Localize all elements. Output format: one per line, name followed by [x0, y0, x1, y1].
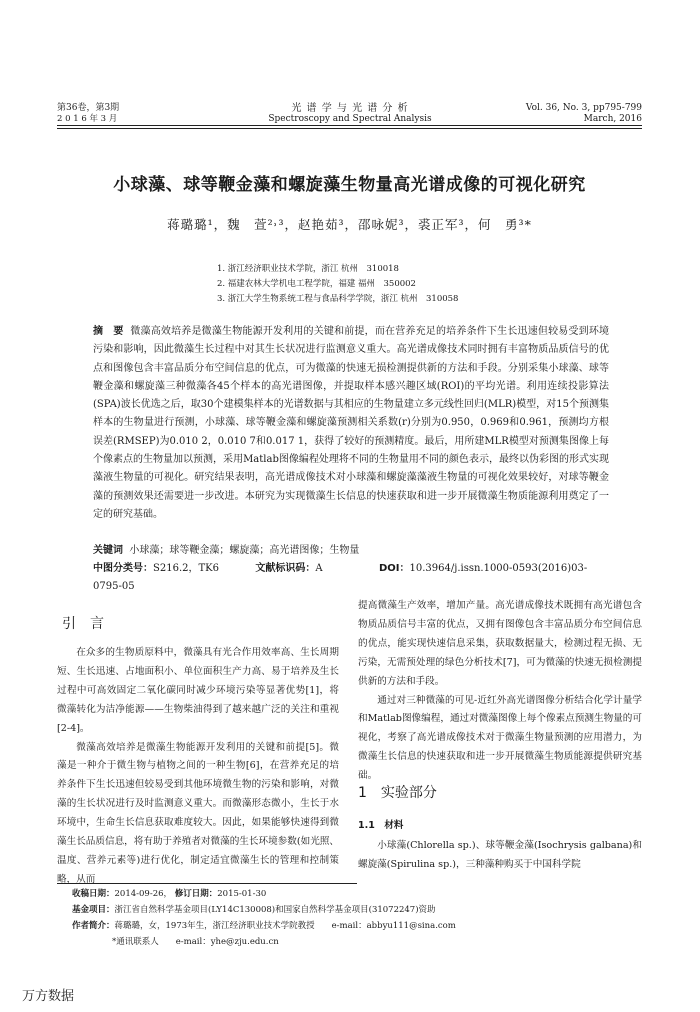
subsection-1-1-heading: 1.1 材料	[358, 820, 404, 831]
clc-value: S216.2，TK6	[153, 563, 219, 574]
header-rule-thin	[57, 128, 642, 129]
left-column	[57, 644, 339, 890]
header-rule	[57, 125, 642, 126]
author-bio-label: 作者简介：	[72, 921, 115, 931]
section-1-text-block	[358, 837, 642, 875]
journal-name: 光 谱 学 与 光 谱 分 析 Spectroscopy and Spectral Analysis	[268, 103, 432, 124]
affiliations	[217, 262, 458, 307]
right-column	[358, 597, 642, 786]
received-label: 收稿日期：	[72, 889, 115, 899]
journal-pages: Vol. 36, No. 3, pp795-799 March, 2016	[525, 103, 642, 124]
journal-volume-issue: 第36卷，第3期 2 0 1 6 年 3 月	[57, 103, 120, 124]
section-1-text: 小球藻(Chlorella sp.)、球等鞭金藻(Isochrysis galbana)和螺旋藻(Spirulina sp.)，三种藻种购买于中国科学院	[358, 840, 642, 870]
doi-value: 10.3964/j.issn.1000-0593(2016)03-0795-05	[93, 563, 588, 592]
doi-label: DOI：	[378, 563, 410, 574]
revised-label: 修订日期：	[174, 889, 218, 899]
intro-paragraph-1: 在众多的生物质原料中，微藻具有光合作用效率高、生长周期短、生长迅速、占地面积小、单位面积生产力高、易于培养及生长过程中可高效固定二氧化碳同时减少环境污染等显著优势[1]，将微藻转化为洁净能源——生物柴油得到了越来越广泛的关注和重视[2-4]。	[57, 647, 339, 734]
received-date: 2014-09-26，	[114, 889, 173, 899]
abstract-label: 摘 要	[93, 326, 124, 337]
intro-paragraph-4: 通过对三种微藻的可见-近红外高光谱图像分析结合化学计量学和Matlab图像编程，通过对微藻图像上每个像素点预测生物量的可视化，考察了高光谱成像技术对于微藻生物量预测的应用潜力，为微藻生长信息的快速获取和进一步开展微藻生物质能源提供研究基础。	[358, 694, 642, 782]
fund-text: 浙江省自然科学基金项目(LY14C130008)和国家自然科学基金项目(31072247)资助	[114, 905, 436, 915]
intro-paragraph-3: 提高微藻生产效率，增加产量。高光谱成像技术既拥有高光谱包含物质品质信号丰富的优点，又拥有图像包含丰富品质分布空间信息的优点，能实现快速信息采集，获取数据量大，检测过程无损、无污染，无需预处理的绿色分析技术[7]，可为微藻的快速无损检测提供新的方法和手段。	[358, 600, 642, 687]
paper-title: 小球藻、球等鞭金藻和螺旋藻生物量高光谱成像的可视化研究	[113, 175, 586, 195]
affiliation-2: 2. 福建农林大学机电工程学院，福建 福州 350002	[217, 279, 416, 289]
keywords-text: 小球藻；球等鞭金藻；螺旋藻；高光谱图像；生物量	[129, 545, 360, 556]
fund-label: 基金项目：	[72, 905, 115, 915]
corresponding-author: *通讯联系人 e-mail：yhe@zju.edu.cn	[112, 937, 279, 947]
intro-paragraph-2: 微藻高效培养是微藻生物能源开发利用的关键和前提[5]。微藻是一种介于微生物与植物之间的一种生物[6]，在营养充足的培养条件下生长迅速但较易受到其他环境微生物的污染和影响，对微藻的生长状况进行及时监测意义重大。而微藻形态微小，生长于水环境中，生命生长信息获取难度较大。因此，如果能够快速得到微藻生长品质信息，将有助于养殖者对微藻的生长环境参数(如光照、温度、营养元素等)进行优化，制定适宜微藻生长的管理和控制策略，从而	[57, 741, 339, 885]
author-bio-text: 蒋璐璐，女，1973年生，浙江经济职业技术学院教授 e-mail：abbyu111@sina.com	[114, 921, 456, 931]
doc-code-value: A	[315, 563, 323, 574]
abstract	[93, 323, 609, 524]
clc-label: 中图分类号：	[93, 563, 153, 574]
doc-code-label: 文献标识码：	[255, 563, 316, 574]
footnote-rule	[57, 883, 357, 884]
revised-date: 2015-01-30	[217, 889, 267, 899]
abstract-text: 微藻高效培养是微藻生物能源开发利用的关键和前提，而在营养充足的培养条件下生长迅速但较易受到环境污染和影响，因此微藻生长过程中对其生长状况进行监测意义重大。高光谱成像技术同时拥有丰富物质品质信号的优点和图像包含丰富品质分布空间信息的优点，可为微藻的快速无损检测提供新的方法和手段。分别采集小球藻、球等鞭金藻和螺旋藻三种微藻各45个样本的高光谱图像，并提取样本感兴趣区域(ROI)的平均光谱。利用连续投影算法(SPA)波长优选之后，取30个建模集样本的光谱数据与其相应的生物量建立多元线性回归(MLR)模型，对15个预测集样本的生物量进行预测，小球藻、球等鞭金藻和螺旋藻预测相关系数(r)分别为0.950，0.969和0.961，预测均方根误差(RMSEP)为0.010 2，0.010 7和0.017 1，获得了较好的预测精度。最后，用所建MLR模型对预测集图像上每个像素点的生物量加以预测，采用Matlab图像编程处理将不同的生物量用不同的颜色表示，最终以伪彩图的形式实现藻液生物量的可视化。研究结果表明，高光谱成像技术对小球藻和螺旋藻藻液生物量的可视化效果较好，对球等鞭金藻的预测效果还需要进一步改进。本研究为实现微藻生长信息的快速获取和进一步开展微藻生物质能源利用奠定了一定的研究基础。	[93, 326, 610, 520]
section-1-heading: 1 实验部分	[358, 785, 437, 801]
keywords-label: 关键词	[93, 545, 123, 556]
watermark-text: 万方数据	[22, 989, 75, 1004]
affiliation-3: 3. 浙江大学生物系统工程与食品科学学院，浙江 杭州 310058	[217, 294, 459, 304]
affiliation-1: 1. 浙江经济职业技术学院，浙江 杭州 310018	[217, 264, 399, 274]
keywords-block	[93, 542, 609, 596]
author-list: 蒋璐璐¹，魏 萱²˒³，赵艳茹³，邵咏妮³，裘正军³，何 勇³*	[167, 217, 532, 232]
footnotes	[72, 886, 456, 950]
intro-heading: 引 言	[62, 616, 104, 632]
